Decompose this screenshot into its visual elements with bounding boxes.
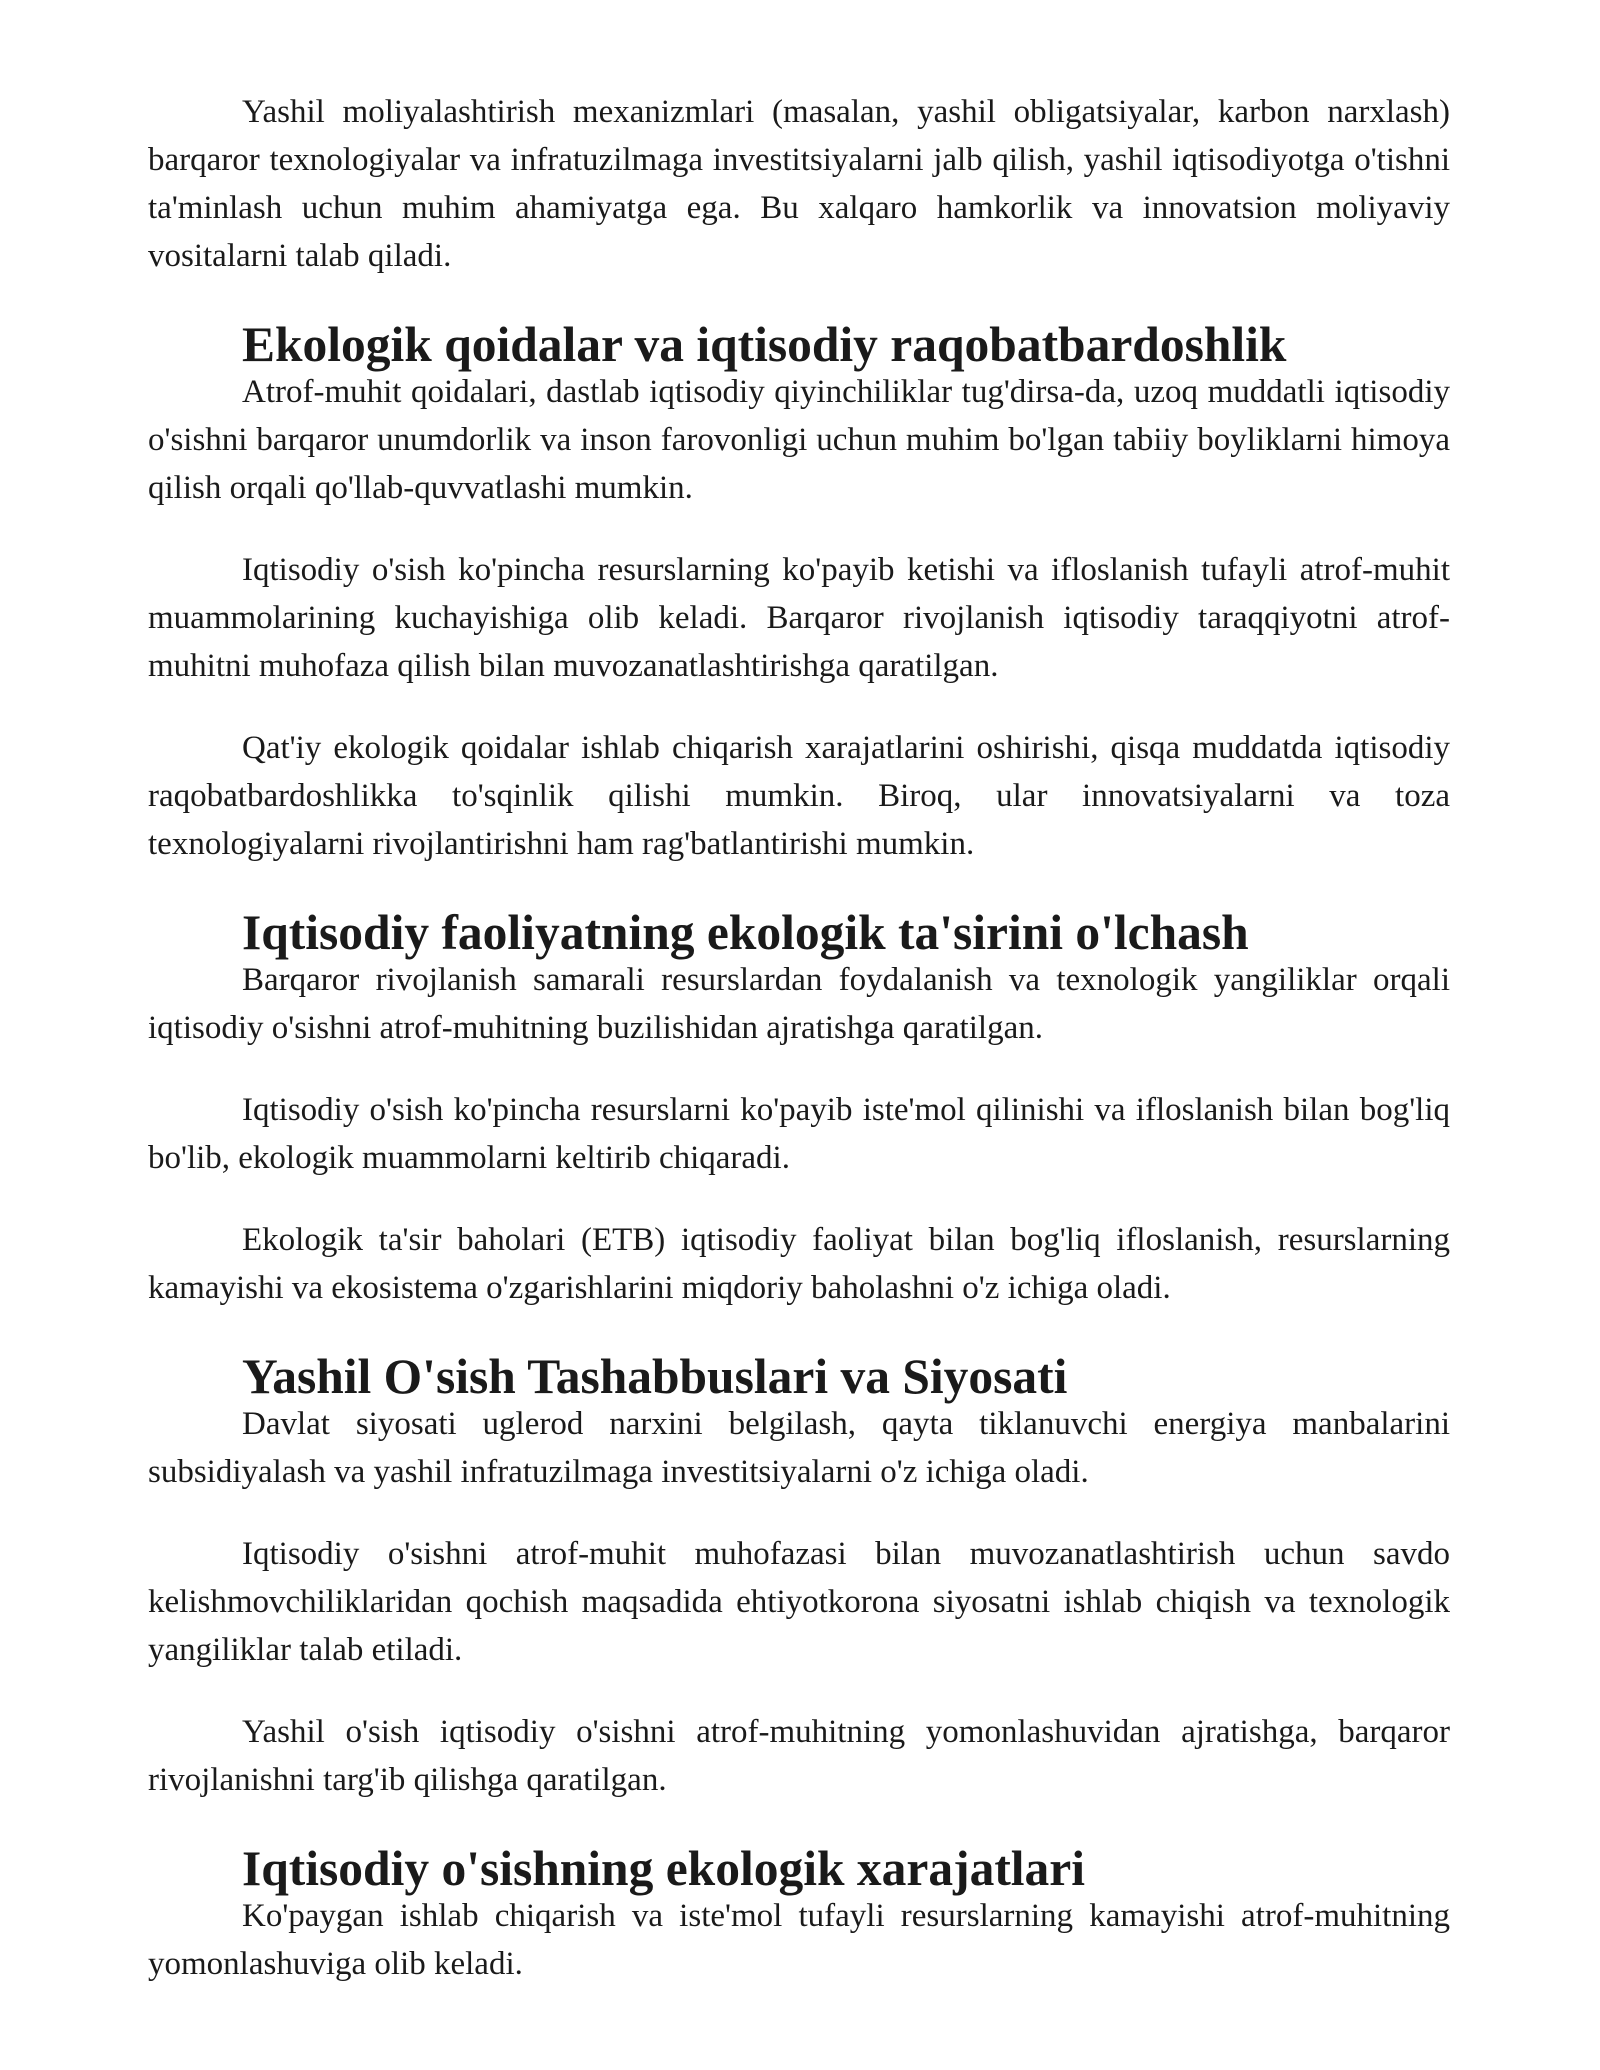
section-heading-environmental-regulations: Ekologik qoidalar va iqtisodiy raqobatbardoshlik [242,317,1287,372]
paragraph: Iqtisodiy o'sish ko'pincha resurslarning ko'payib ketishi va ifloslanish tufayli atrof-muhit muammolarining kuchayishiga olib keladi. Barqaror rivojlanish iqtisodiy taraqqiyotni atrof-muhitni muhofaza qilish bilan muvozanatlashtirishga qaratilgan. [148,552,1450,684]
paragraph: Qat'iy ekologik qoidalar ishlab chiqarish xarajatlarini oshirishi, qisqa muddatda iqtisodiy raqobatbardoshlikka to'sqinlik qilishi mumkin. Biroq, ular innovatsiyalarni va toza texnologiyalarni rivojlantirishni ham rag'batlantirishi mumkin. [148,730,1450,862]
paragraph: Ko'paygan ishlab chiqarish va iste'mol tufayli resurslarning kamayishi atrof-muhitning yomonlashuviga olib keladi. [148,1898,1450,1982]
section-heading-ecological-costs: Iqtisodiy o'sishning ekologik xarajatlari [242,1841,1086,1896]
document-page [148,88,1450,1988]
paragraph: Yashil o'sish iqtisodiy o'sishni atrof-muhitning yomonlashuvidan ajratishga, barqaror rivojlanishni targ'ib qilishga qaratilgan. [148,1714,1450,1798]
paragraph: Atrof-muhit qoidalari, dastlab iqtisodiy qiyinchiliklar tug'dirsa-da, uzoq muddatli iqtisodiy o'sishni barqaror unumdorlik va inson farovonligi uchun muhim bo'lgan tabiiy boyliklarni himoya qilish orqali qo'llab-quvvatlashi mumkin. [148,374,1450,506]
paragraph: Barqaror rivojlanish samarali resurslardan foydalanish va texnologik yangiliklar orqali iqtisodiy o'sishni atrof-muhitning buzilishidan ajratishga qaratilgan. [148,962,1450,1046]
section-heading-measuring-impact: Iqtisodiy faoliyatning ekologik ta'sirini o'lchash [242,905,1249,960]
paragraph: Iqtisodiy o'sishni atrof-muhit muhofazasi bilan muvozanatlashtirish uchun savdo kelishmovchiliklaridan qochish maqsadida ehtiyotkorona siyosatni ishlab chiqish va texnologik yangiliklar talab etiladi. [148,1536,1450,1668]
section-heading-green-growth: Yashil O'sish Tashabbuslari va Siyosati [242,1349,1068,1404]
paragraph: Davlat siyosati uglerod narxini belgilash, qayta tiklanuvchi energiya manbalarini subsidiyalash va yashil infratuzilmaga investitsiyalarni o'z ichiga oladi. [148,1406,1450,1490]
paragraph: Iqtisodiy o'sish ko'pincha resurslarni ko'payib iste'mol qilinishi va ifloslanish bilan bog'liq bo'lib, ekologik muammolarni keltirib chiqaradi. [148,1092,1450,1176]
paragraph: Ekologik ta'sir baholari (ETB) iqtisodiy faoliyat bilan bog'liq ifloslanish, resurslarning kamayishi va ekosistema o'zgarishlarini miqdoriy baholashni o'z ichiga oladi. [148,1222,1450,1306]
paragraph-green-financing: Yashil moliyalashtirish mexanizmlari (masalan, yashil obligatsiyalar, karbon narxlash) barqaror texnologiyalar va infratuzilmaga investitsiyalarni jalb qilish, yashil iqtisodiyotga o'tishni ta'minlash uchun muhim ahamiyatga ega. Bu xalqaro hamkorlik va innovatsion moliyaviy vositalarni talab qiladi. [148,94,1450,274]
